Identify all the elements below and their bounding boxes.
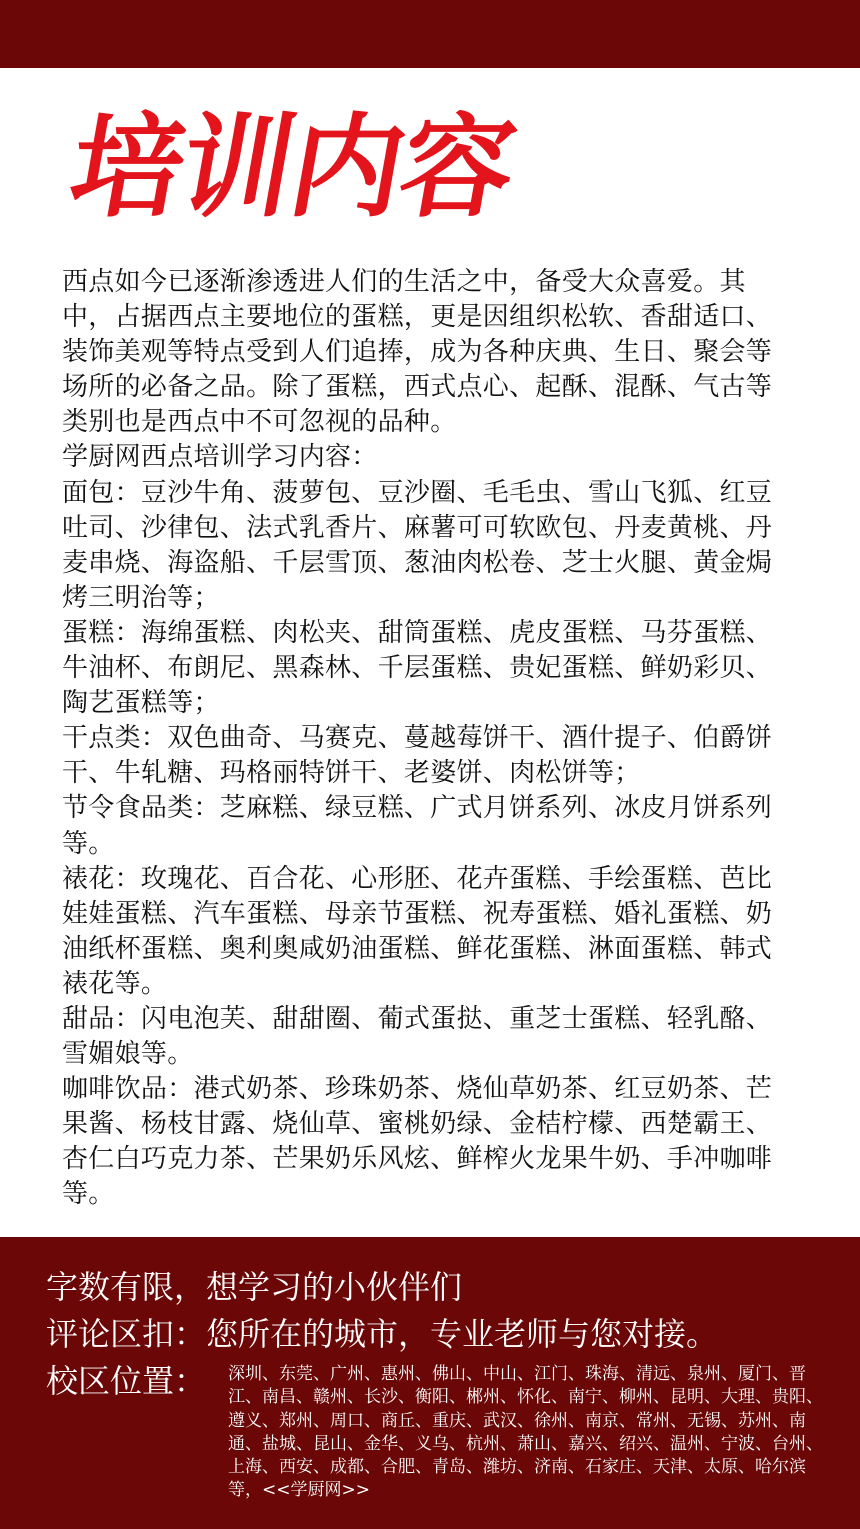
campus-label: 校区位置： — [46, 1362, 207, 1400]
category-bread: 面包：豆沙牛角、菠萝包、豆沙圈、毛毛虫、雪山飞狐、红豆吐司、沙律包、法式乳香片、麻薯可可软欧包、丹麦黄桃、丹麦串烧、海盗船、千层雪顶、葱油肉松卷、芝士火腿、黄金焗烤三明治等； — [62, 477, 773, 613]
top-banner — [0, 0, 860, 68]
cta-line-2: 评论区扣：您所在的城市，专业老师与您对接。 — [46, 1315, 719, 1353]
category-drinks: 咖啡饮品：港式奶茶、珍珠奶茶、烧仙草奶茶、红豆奶茶、芒果酱、杨枝甘露、烧仙草、蜜桃奶绿、金桔柠檬、西楚霸王、杏仁白巧克力茶、芒果奶乐风炫、鲜榨火龙果牛奶、手冲咖啡等。 — [62, 1074, 773, 1210]
intro-heading: 学厨网西点培训学习内容： — [62, 442, 378, 473]
page-title: 培训内容 — [60, 103, 524, 233]
training-content — [62, 265, 797, 1213]
cta-line-1: 字数有限，想学习的小伙伴们 — [46, 1268, 463, 1306]
contact-banner — [0, 1237, 860, 1529]
category-cookies: 干点类：双色曲奇、马赛克、蔓越莓饼干、酒什提子、伯爵饼干、牛轧糖、玛格丽特饼干、老婆饼、肉松饼等； — [62, 723, 773, 789]
campus-cities: 深圳、东莞、广州、惠州、佛山、中山、江门、珠海、清远、泉州、厦门、晋江、南昌、赣州、长沙、衡阳、郴州、怀化、南宁、柳州、昆明、大理、贵阳、遵义、郑州、周口、商丘、重庆、武汉、徐州、南京、常州、无锡、苏州、南通、盐城、昆山、金华、义乌、杭州、萧山、嘉兴、绍兴、温州、宁波、台州、上海、西安、成都、合肥、青岛、潍坊、济南、石家庄、天津、太原、哈尔滨等，<<学厨网>> — [228, 1364, 823, 1501]
category-seasonal: 节令食品类：芝麻糕、绿豆糕、广式月饼系列、冰皮月饼系列等。 — [62, 793, 773, 859]
category-cake: 蛋糕：海绵蛋糕、肉松夹、甜筒蛋糕、虎皮蛋糕、马芬蛋糕、牛油杯、布朗尼、黑森林、千层蛋糕、贵妃蛋糕、鲜奶彩贝、陶艺蛋糕等； — [62, 617, 773, 719]
intro-paragraph: 西点如今已逐渐渗透进人们的生活之中，备受大众喜爱。其中，占据西点主要地位的蛋糕，更是因组织松软、香甜适口、装饰美观等特点受到人们追捧，成为各种庆典、生日、聚会等场所的必备之品。除了蛋糕，西式点心、起酥、混酥、气古等类别也是西点中不可忽视的品种。 — [62, 267, 773, 438]
category-dessert: 甜品：闪电泡芙、甜甜圈、葡式蛋挞、重芝士蛋糕、轻乳酪、雪媚娘等。 — [62, 1003, 773, 1070]
category-decoration: 裱花：玫瑰花、百合花、心形胚、花卉蛋糕、手绘蛋糕、芭比娃娃蛋糕、汽车蛋糕、母亲节蛋糕、祝寿蛋糕、婚礼蛋糕、奶油纸杯蛋糕、奥利奥咸奶油蛋糕、鲜花蛋糕、淋面蛋糕、韩式裱花等。 — [62, 863, 773, 999]
